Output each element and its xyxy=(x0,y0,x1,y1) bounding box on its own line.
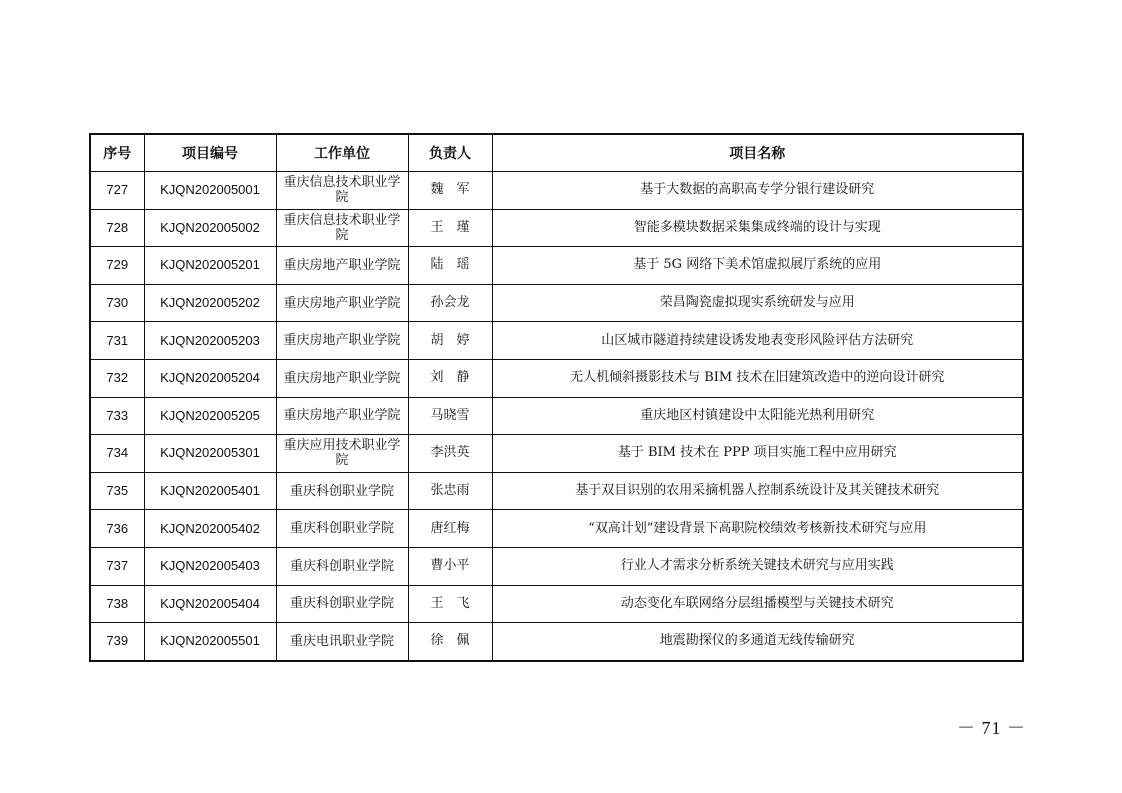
cell-project-code: KJQN202005202 xyxy=(144,284,276,322)
cell-leader: 徐 佩 xyxy=(408,623,492,661)
cell-project-code: KJQN202005401 xyxy=(144,472,276,510)
cell-project-name: 基于大数据的高职高专学分银行建设研究 xyxy=(492,172,1023,210)
cell-work-unit: 重庆信息技术职业学院 xyxy=(276,209,408,247)
cell-seq: 732 xyxy=(90,359,144,397)
cell-leader: 胡 婷 xyxy=(408,322,492,360)
cell-project-code: KJQN202005403 xyxy=(144,547,276,585)
cell-leader: 孙会龙 xyxy=(408,284,492,322)
page-number: － 71 － xyxy=(957,718,1026,738)
cell-work-unit: 重庆信息技术职业学院 xyxy=(276,172,408,210)
cell-leader: 曹小平 xyxy=(408,547,492,585)
table-row xyxy=(90,359,1023,397)
table-row xyxy=(90,547,1023,585)
table-row xyxy=(90,435,1023,473)
cell-seq: 729 xyxy=(90,247,144,285)
cell-project-name: 山区城市隧道持续建设诱发地表变形风险评估方法研究 xyxy=(492,322,1023,360)
cell-work-unit: 重庆房地产职业学院 xyxy=(276,322,408,360)
cell-seq: 727 xyxy=(90,172,144,210)
cell-leader: 魏 军 xyxy=(408,172,492,210)
header-work-unit: 工作单位 xyxy=(276,134,408,172)
cell-seq: 728 xyxy=(90,209,144,247)
cell-leader: 刘 静 xyxy=(408,359,492,397)
cell-project-name: 智能多模块数据采集集成终端的设计与实现 xyxy=(492,209,1023,247)
table-row xyxy=(90,623,1023,661)
cell-work-unit: 重庆科创职业学院 xyxy=(276,585,408,623)
table-row xyxy=(90,472,1023,510)
cell-seq: 733 xyxy=(90,397,144,435)
header-project-code: 项目编号 xyxy=(144,134,276,172)
table-row xyxy=(90,322,1023,360)
cell-project-code: KJQN202005404 xyxy=(144,585,276,623)
cell-seq: 737 xyxy=(90,547,144,585)
table-row xyxy=(90,172,1023,210)
cell-project-name: 动态变化车联网络分层组播模型与关键技术研究 xyxy=(492,585,1023,623)
table-row xyxy=(90,284,1023,322)
cell-seq: 734 xyxy=(90,435,144,473)
cell-leader: 张忠雨 xyxy=(408,472,492,510)
cell-leader: 马晓雪 xyxy=(408,397,492,435)
cell-leader: 王 瑾 xyxy=(408,209,492,247)
cell-project-name: 基于 BIM 技术在 PPP 项目实施工程中应用研究 xyxy=(492,435,1023,473)
cell-seq: 736 xyxy=(90,510,144,548)
header-project-name: 项目名称 xyxy=(492,134,1023,172)
cell-project-name: 基于 5G 网络下美术馆虚拟展厅系统的应用 xyxy=(492,247,1023,285)
cell-project-code: KJQN202005501 xyxy=(144,623,276,661)
cell-work-unit: 重庆电讯职业学院 xyxy=(276,623,408,661)
cell-project-name: 基于双目识别的农用采摘机器人控制系统设计及其关键技术研究 xyxy=(492,472,1023,510)
cell-project-code: KJQN202005203 xyxy=(144,322,276,360)
cell-leader: 唐红梅 xyxy=(408,510,492,548)
cell-seq: 738 xyxy=(90,585,144,623)
cell-project-code: KJQN202005205 xyxy=(144,397,276,435)
table-row xyxy=(90,510,1023,548)
cell-work-unit: 重庆房地产职业学院 xyxy=(276,359,408,397)
cell-seq: 731 xyxy=(90,322,144,360)
cell-leader: 陆 瑶 xyxy=(408,247,492,285)
cell-project-code: KJQN202005301 xyxy=(144,435,276,473)
cell-project-code: KJQN202005204 xyxy=(144,359,276,397)
cell-project-name: 无人机倾斜摄影技术与 BIM 技术在旧建筑改造中的逆向设计研究 xyxy=(492,359,1023,397)
cell-leader: 王 飞 xyxy=(408,585,492,623)
table-body xyxy=(90,172,1023,661)
cell-project-code: KJQN202005201 xyxy=(144,247,276,285)
cell-work-unit: 重庆房地产职业学院 xyxy=(276,284,408,322)
cell-seq: 735 xyxy=(90,472,144,510)
table-row xyxy=(90,209,1023,247)
cell-work-unit: 重庆科创职业学院 xyxy=(276,472,408,510)
cell-project-name: 荣昌陶瓷虚拟现实系统研发与应用 xyxy=(492,284,1023,322)
header-seq: 序号 xyxy=(90,134,144,172)
cell-seq: 730 xyxy=(90,284,144,322)
table-row xyxy=(90,397,1023,435)
cell-project-code: KJQN202005001 xyxy=(144,172,276,210)
cell-project-name: 重庆地区村镇建设中太阳能光热利用研究 xyxy=(492,397,1023,435)
cell-project-name: 地震勘探仪的多通道无线传输研究 xyxy=(492,623,1023,661)
header-leader: 负责人 xyxy=(408,134,492,172)
table-header-row xyxy=(90,134,1023,172)
cell-work-unit: 重庆科创职业学院 xyxy=(276,510,408,548)
project-table xyxy=(89,133,1024,662)
cell-work-unit: 重庆科创职业学院 xyxy=(276,547,408,585)
cell-leader: 李洪英 xyxy=(408,435,492,473)
cell-seq: 739 xyxy=(90,623,144,661)
table-row xyxy=(90,585,1023,623)
cell-project-name: “双高计划”建设背景下高职院校绩效考核新技术研究与应用 xyxy=(492,510,1023,548)
cell-work-unit: 重庆应用技术职业学院 xyxy=(276,435,408,473)
table-row xyxy=(90,247,1023,285)
cell-project-code: KJQN202005402 xyxy=(144,510,276,548)
cell-project-name: 行业人才需求分析系统关键技术研究与应用实践 xyxy=(492,547,1023,585)
cell-work-unit: 重庆房地产职业学院 xyxy=(276,397,408,435)
cell-project-code: KJQN202005002 xyxy=(144,209,276,247)
cell-work-unit: 重庆房地产职业学院 xyxy=(276,247,408,285)
